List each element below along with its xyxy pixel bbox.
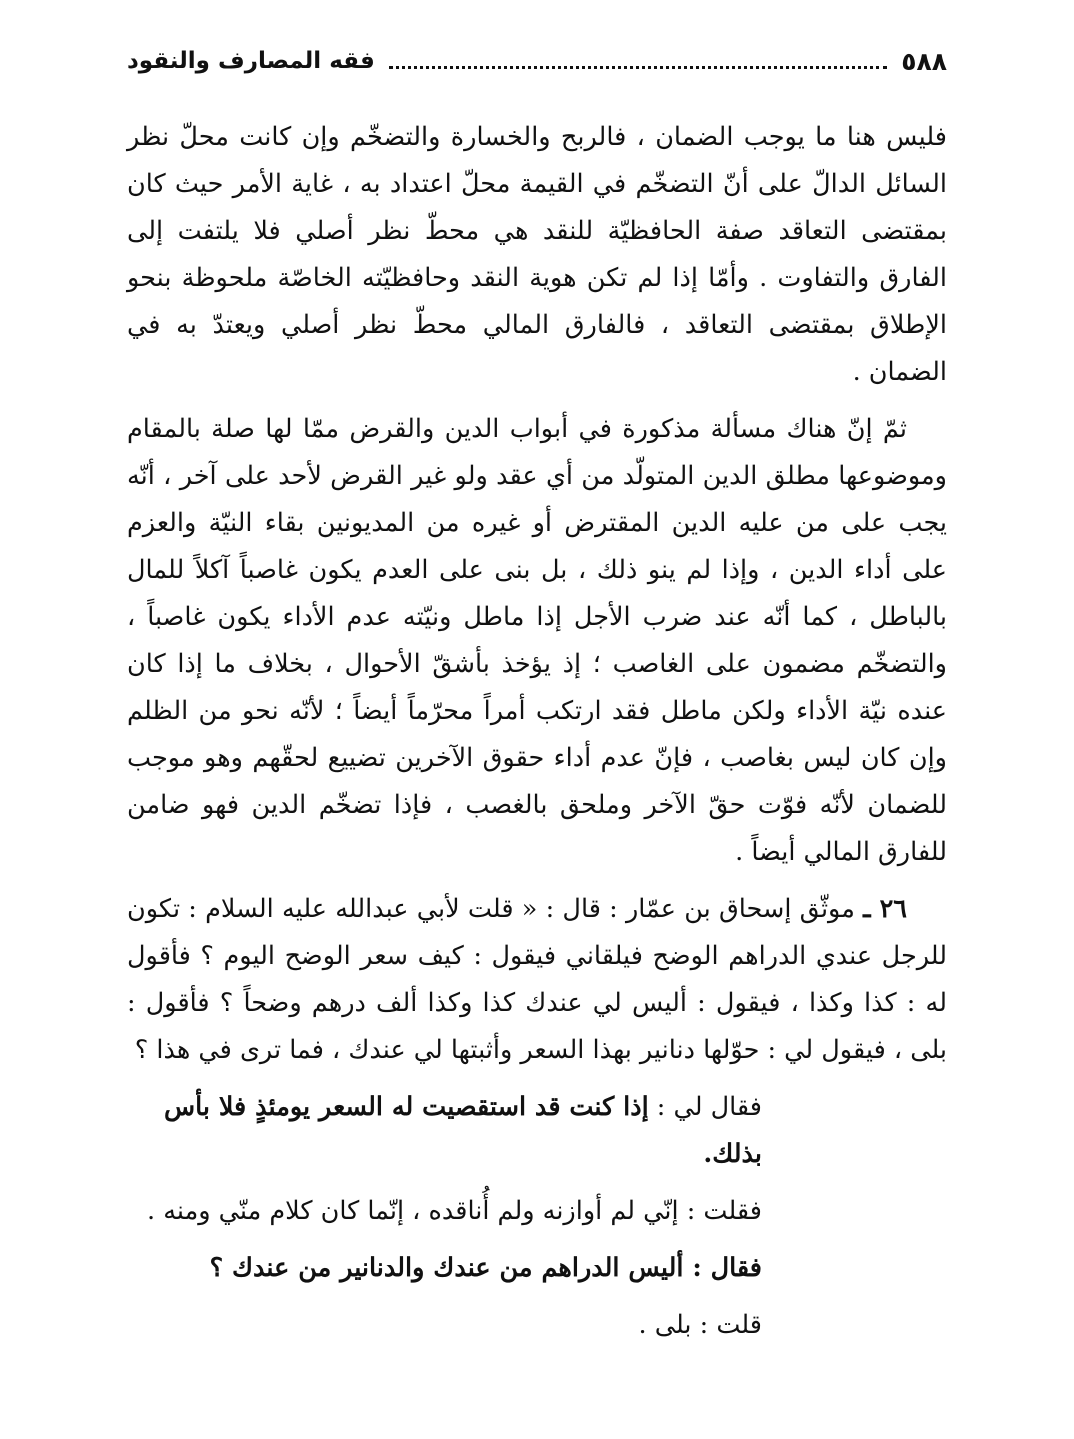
page-body xyxy=(127,114,947,1349)
book-page xyxy=(127,36,947,1359)
hadith-paragraph xyxy=(127,886,947,1074)
hadith-number: ٢٦ ـ xyxy=(863,894,907,924)
page-number: ٥٨٨ xyxy=(901,46,947,76)
dialogue-text: إذا كنت قد استقصيت له السعر يومئذٍ فلا بأس بذلك. xyxy=(163,1092,762,1169)
hadith-text: موثّق إسحاق بن عمّار : قال : « قلت لأبي عبدالله عليه السلام : تكون للرجل عندي الدراهم الوضح فيلقاني فيقول : كيف سعر الوضح اليوم ؟ فأقول له : كذا وكذا ، فيقول : أليس لي عندك كذا وكذا ألف درهم وضحاً ؟ فأقول : بلى ، فيقول لي : حوّلها دنانير بهذا السعر وأثبتها لي عندك ، فما ترى في هذا ؟ xyxy=(127,894,947,1065)
dialogue-text: فقلت : إنّي لم أوازنه ولم أُناقده ، إنّما كان كلام منّي ومنه . xyxy=(147,1196,762,1226)
paragraph-1: فليس هنا ما يوجب الضمان ، فالربح والخسارة والتضخّم وإن كانت محلّ نظر السائل الدالّ على أنّ التضخّم في القيمة محلّ اعتداد به ، غاية الأمر حيث كان بمقتضى التعاقد صفة الحافظيّة للنقد هي محطّ نظر أصلي فلا يلتفت إلى الفارق والتفاوت . وأمّا إذا لم تكن هوية النقد وحافظيّته الخاصّة ملحوظة بنحو الإطلاق بمقتضى التعاقد ، فالفارق المالي محطّ نظر أصلي ويعتدّ به في الضمان . xyxy=(127,122,947,387)
dialogue-text: فقال : أليس الدراهم من عندك والدنانير من عندك ؟ xyxy=(209,1253,762,1283)
dialogue-line-4 xyxy=(127,1302,947,1349)
dialogue-line-3 xyxy=(127,1245,947,1292)
paragraph-2: ثمّ إنّ هناك مسألة مذكورة في أبواب الدين والقرض ممّا لها صلة بالمقام وموضوعها مطلق الدين المتولّد من أي عقد ولو غير القرض لأحد على آخر ، أنّه يجب على من عليه الدين المقترض أو غيره من المديونين بقاء النيّة والعزم على أداء الدين ، وإذا لم ينو ذلك ، بل بنى على العدم يكون غاصباً آكلاً للمال بالباطل ، كما أنّه عند ضرب الأجل إذا ماطل ونيّته عدم الأداء يكون غاصباً ، والتضخّم مضمون على الغاصب ؛ إذ يؤخذ بأشقّ الأحوال ، بخلاف ما إذا كان عنده نيّة الأداء ولكن ماطل فقد ارتكب أمراً محرّماً أيضاً ؛ لأنّه نحو من الظلم وإن كان ليس بغاصب ، فإنّ عدم أداء حقوق الآخرين تضييع لحقّهم وهو موجب للضمان لأنّه فوّت حقّ الآخر وملحق بالغصب ، فإذا تضخّم الدين فهو ضامن للفارق المالي أيضاً . xyxy=(127,414,947,867)
dialogue-line-1 xyxy=(127,1084,947,1178)
dialogue-prefix: فقال لي : xyxy=(648,1092,762,1122)
header-dotted-leader xyxy=(389,66,887,69)
book-title: فقه المصارف والنقود xyxy=(127,48,375,74)
dialogue-text: قلت : بلى . xyxy=(638,1310,762,1340)
running-header xyxy=(127,36,947,86)
dialogue-line-2 xyxy=(127,1188,947,1235)
